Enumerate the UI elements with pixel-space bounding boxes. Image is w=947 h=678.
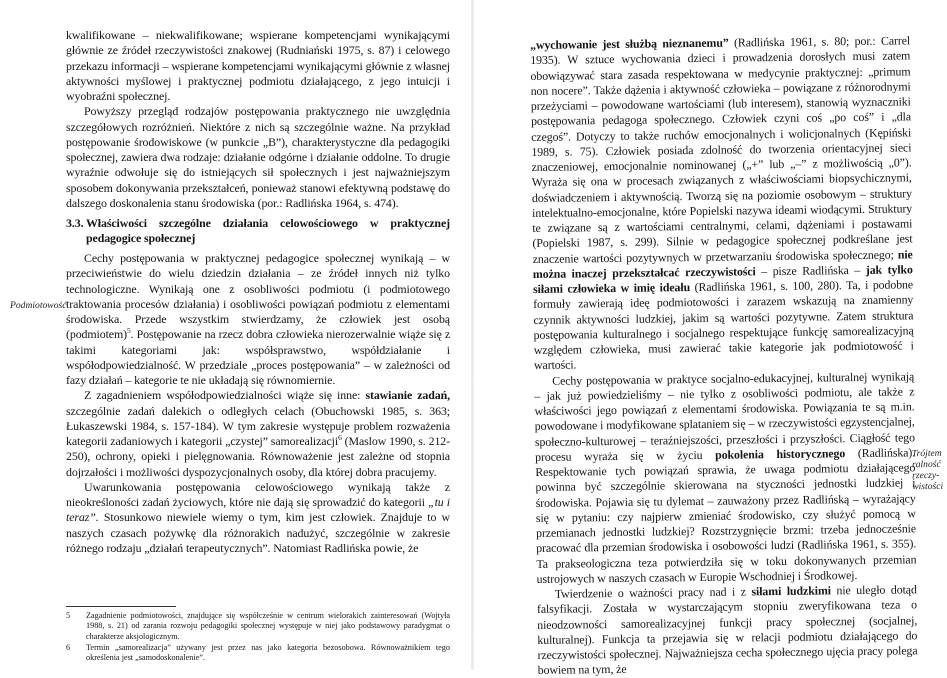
- left-paragraph-5-b: Stosunkowo niewiele wiemy o tym, kim jest człowiek. Znajduje to w naszych czasach pożywkę dla różnorakich nadużyć, szczególnie w zakresie różnego rodzaju „działań terapeutycznych”. Natomiast Radlińska powie, że: [66, 510, 450, 555]
- margin-note-right: Trójtem ralność rzeczy-wistości: [911, 447, 944, 493]
- footnote-5-text: Zagadnienie podmiotowości, znajdujące się współcześnie w centrum wielorakich zainteresowań (Wojtyła 1988, s. 21) od zarania rozwoju pedagogiki społecznej występuje w niej jako podstawowy paradygmat o charakterze aksjologicznym.: [86, 611, 450, 641]
- left-paragraph-5-a: Uwarunkowania postępowania celowościowego wynikają także z nieokreśloności zadań życiowych, które nie dają się sprowadzić do kategorii: [66, 479, 450, 509]
- right-paragraph-1-bold: „wychowanie jest służbą nieznanemu”: [530, 35, 729, 52]
- right-paragraph-3-b: nie uległo dotąd falsyfikacji. Została w wystarczającym stopniu zweryfikowana teza o nieodzowności samorealizacyjnej funkcji pracy społecznej (socjalnej, kulturalnej). Funkcja ta przejawia się w relacji podmiotu działającego do rzeczywistości społecznej. Najważniejsza cecha społecznego ujęcia pracy polega bowiem na tym, że: [536, 582, 918, 678]
- right-page-text: [530, 33, 918, 678]
- right-paragraph-1: [530, 33, 914, 373]
- right-paragraph-1-bold3: jak tylko siłami człowieka w imię ideału: [532, 262, 913, 296]
- section-number: 3.3.: [66, 216, 84, 230]
- footnote-rule: [66, 606, 176, 607]
- margin-note-left: Podmiotowość: [10, 300, 67, 311]
- right-paragraph-2: [534, 369, 917, 587]
- footnote-ref-6: 6: [338, 433, 342, 443]
- right-paragraph-3: [537, 582, 918, 678]
- right-paragraph-1-b: – pisze Radlińska –: [755, 262, 866, 279]
- right-paragraph-1-a: (Radlińska 1961, s. 80; por.: Carrel 1935). W sztuce wychowania dzieci i prowadzenia dorosłych musi zatem obowiązywać stara zasada respektowana w medycynie praktycznej: „primum non nocere”. Także dążenia i aktywność człowieka – powiązane z różnorodnymi przeżyciami – powodowane wartościami (lub interesem), stanowią wyznaczniki postępowania pedagoga społecznego. Człowiek czyni coś „po coś” i „dla czegoś”. Dotyczy to także ruchów emocjonalnych i wolicjonalnych (Kępiński 1989, s. 75). Człowiek posiada zdolność do tworzenia orientacyjnej sieci znaczeniowej, emocjonalnie nominowanej („+” lub „–” z możliwością „0”). Wyraża się ona w procesach związanych z właściwościami biopsychicznymi, doświadczeniem i aktywnością. Tworzą się na poziomie osobowym – struktury intelektualno-emocjonalne, które Popielski nazywa ideami wiodącymi. Struktury te związane są z wartościami centralnymi, celami, dążeniami i postawami (Popielski 1987, s. 299). Silnie w pedagogice społecznej podkreślane jest znaczenie wartości pozytywnych w przetwarzaniu środowiska społecznego;: [530, 33, 913, 266]
- footnote-6-number: 6: [66, 642, 70, 652]
- left-paragraph-5-italic: „tu i teraz”.: [66, 495, 451, 525]
- left-paragraph-4-bold: stawianie zadań,: [365, 388, 450, 403]
- right-paragraph-2-bold: pokolenia historycznego: [715, 445, 846, 462]
- right-paragraph-3-bold: siłami ludzkimi: [751, 583, 831, 599]
- left-paragraph-3-end: . Postępowanie na rzecz dobra człowieka nierozerwalnie wiąże się z takimi kategoriami jak: współsprawstwo, współdziałanie i współodpowiedzialność. W przedziale „proces postępowania” – w zależności od fazy działań – kategorie te nie układają się równomiernie.: [66, 327, 450, 387]
- footnote-ref-5: 5: [126, 326, 131, 336]
- book-gutter: [471, 0, 474, 670]
- footnote-5-number: 5: [66, 611, 70, 620]
- footnote-6-text: Termin „samorealizacja” używany jest przez nas jako kategoria bezosobowa. Równoważnikiem tego określenia jest „samodoskonalenie”.: [86, 642, 450, 663]
- right-paragraph-1-bold2: nie można inaczej przekształcać rzeczywistości: [532, 246, 913, 281]
- footnote-5: [66, 611, 450, 642]
- section-title: Właściwości szczególne działania celowościowego w praktycznej pedagogice społecznej: [86, 216, 450, 245]
- right-paragraph-3-a: Twierdzenie o ważności pracy nad i z: [554, 584, 752, 601]
- right-paragraph-2-b: (Radlińska). Respektowanie tych powiązań sprawia, że uwaga podmiotu działającego powinna być szczególnie skierowana na styczności jednostki ludzkiej i środowiska. Pojawia się tu dylemat – zauważony przez Radlińską – wyrażający się w pytaniu: czy najpierw zmieniać środowisko, czy służyć pomocą w przemianach jednostki ludzkiej? Rozstrzygnięcie brzmi: trzeba jednocześnie pracować dla przemian środowiska i osobowości ludzi (Radlińska 1961, s. 355). Ta prakseologiczna teza potwierdziła się w toku dokonywanych przemian ustrojowych w naszych czasach w Europie Wschodniej i Środkowej.: [535, 445, 917, 586]
- left-paragraph-5: [66, 480, 450, 556]
- footnote-6: [66, 643, 450, 664]
- footnotes: [66, 606, 450, 664]
- right-paragraph-1-c: (Radlińska 1961, s. 100, 280). Ta, i podobne formuły zawierają ideę podmiotowości i zarazem wskazują na znamienny czynnik aktywności ludzkiej, jakim są wartości pozytywne. Zatem struktura postępowania kulturalnego i socjalnego respektujące funkcję samorealizacyjną względem człowieka, musi zawierać takie kategorie jak podmiotowość i wartości.: [533, 277, 914, 373]
- left-paragraph-4: [66, 388, 450, 480]
- right-paragraph-2-a: Cechy postępowania w praktyce socjalno-edukacyjnej, kulturalnej wynikają – jak już powiedzieliśmy – nie tylko z osobliwości podmiotu, ale także z właściwości jego powiązań z elementami środowiska. Powiązania te są m.in. powodowane i modyfikowane splataniem się – w rzeczywistości egzystencjalnej, społeczno-kulturowej – teraźniejszości, przeszłości i przyszłości. Ciągłość tego procesu wyraża się w życiu: [534, 368, 915, 464]
- left-page-text: [66, 28, 450, 556]
- left-paragraph-3-text: Cechy postępowania w praktycznej pedagogice społecznej wynikają – w przeciwieństwie do wielu dziedzin działania – ze źródeł innych niż tylko technologiczne. Wynikają one z osobliwości podmiotu (i podmiotowego traktowania procesów działania) i osobliwości powiązań podmiotu z elementami środowiska. Przede wszystkim stwierdzamy, że człowiek jest osobą (podmiotem): [66, 251, 450, 342]
- left-paragraph-4-b: szczególnie zadań dalekich o odległych celach (Obuchowski 1985, s. 363; Łukaszewski 1984, s. 157-184). W tym zakresie występuje problem rozważenia kategorii zadaniowych i kategorii „czystej” samorealizacji: [66, 403, 450, 448]
- left-paragraph-3: [66, 251, 450, 388]
- left-paragraph-4-c: (Maslow 1990, s. 212-250), ochrony, opieki i pielęgnowania. Równoważenie jest zależne od stopnia dojrzałości i możliwości dyspozycjonalnych osoby, dla której dobra pracujemy.: [66, 434, 450, 479]
- section-heading: [66, 216, 450, 246]
- left-paragraph-1: kwalifikowane – niekwalifikowane; wspierane kompetencjami wynikającymi głównie ze źródeł rzeczywistości znakowej (Rudniański 1975, s. 87) i celowego przekazu informacji – wspierane kompetencjami wynikającymi głównie z własnej aktywności myślowej i praktycznej podmiotu działającego, z jego intuicji i wyobraźni społecznej.: [66, 28, 450, 103]
- left-paragraph-4-a: Z zagadnieniem współodpowiedzialności wiąże się inne:: [84, 388, 366, 403]
- left-paragraph-2: Powyższy przegląd rodzajów postępowania praktycznego nie uwzględnia szczegółowych rozróżnień. Niektóre z nich są szczególnie ważne. Na przykład postępowanie środowiskowe (w punkcie „B”), charakterystyczne dla pedagogiki społecznej, zawiera dwa rodzaje: działanie odgórne i działanie oddolne. To drugie wyraźnie odwołuje się do istniejących sił społecznych i jest najważniejszym sposobem dokonywania przekształceń, ponieważ stanowi efektywną podstawę do dalszego doskonalenia stanu środowiska (por.: Radlińska 1964, s. 474).: [66, 104, 450, 210]
